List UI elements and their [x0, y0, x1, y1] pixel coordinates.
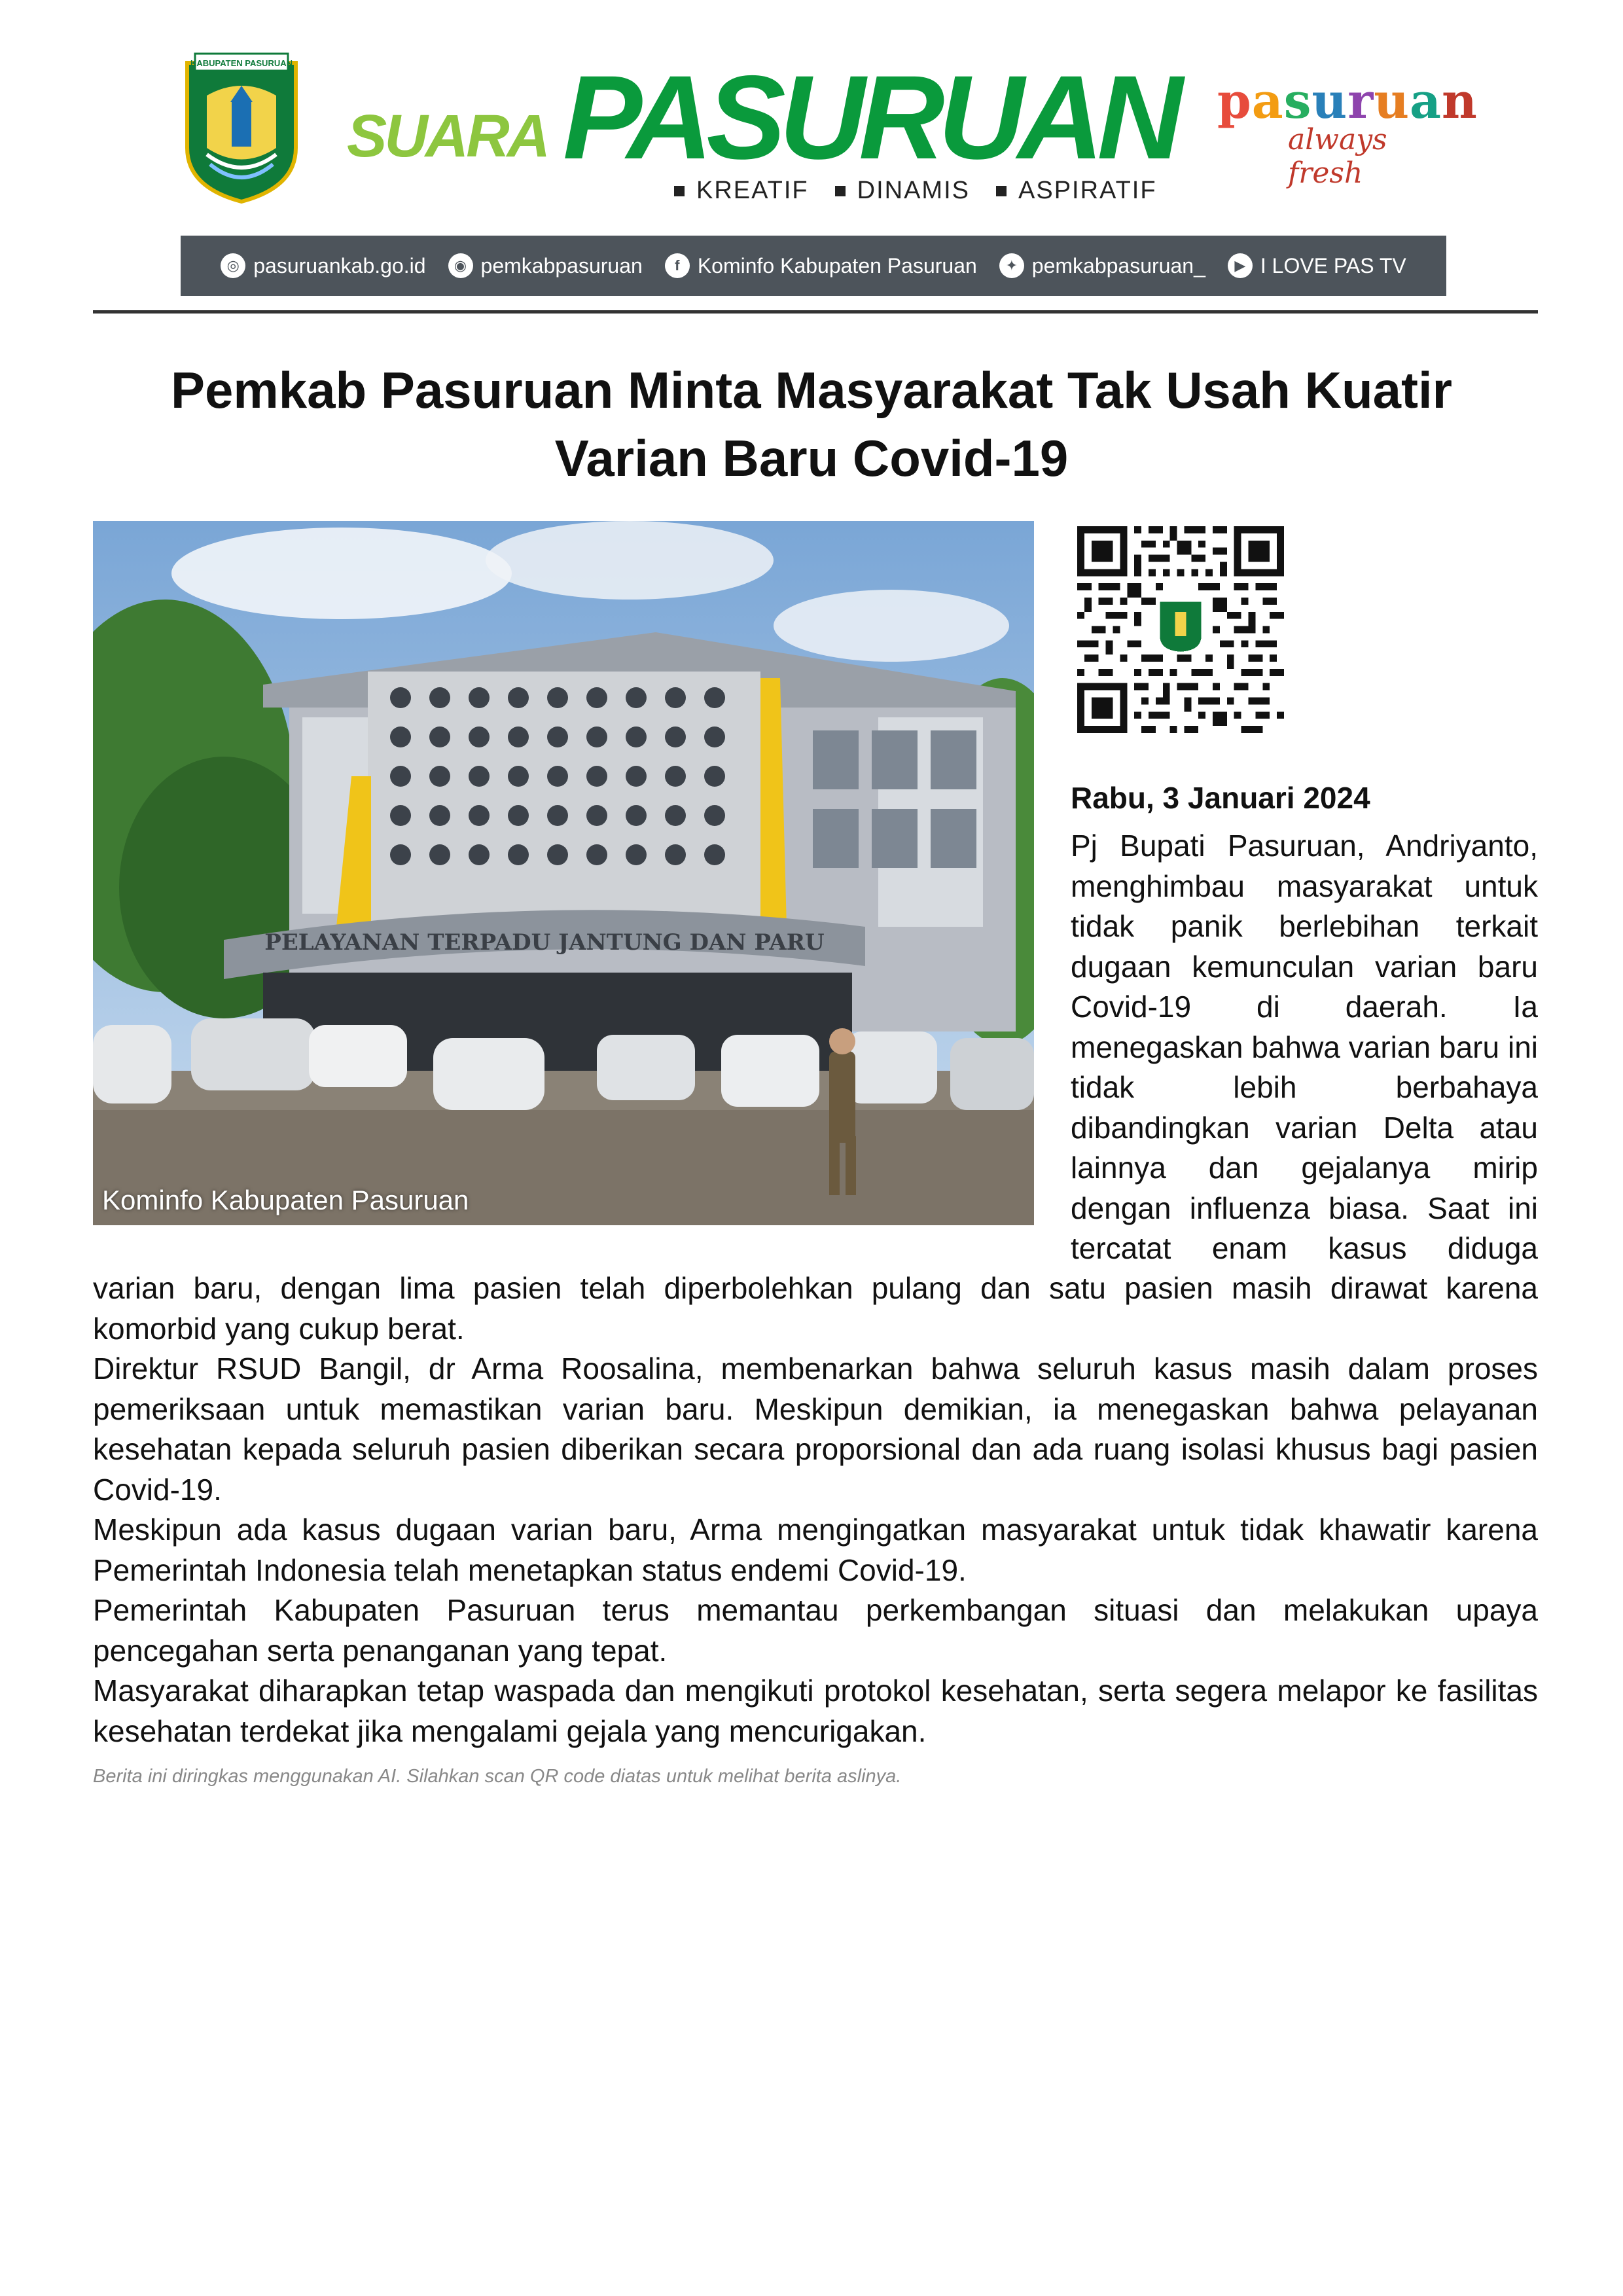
article-paragraph-intro: Pj Bupati Pasuruan, Andriyanto, menghimbau masyarakat untuk tidak panik berlebihan terkait dugaan kemunculan varian baru Covid-19 di daerah. Ia menegaskan bahwa varian baru ini tidak lebih berbahaya dibandingkan varian Delta atau lainnya dan gejalanya mirip dengan influenza biasa. Saat ini tercatat enam kasus diduga: [1071, 829, 1538, 1265]
crest-label: KABUPATEN PASURUAN: [190, 58, 293, 68]
building-sign-text: PELAYANAN TERPADU JANTUNG DAN PARU: [264, 929, 825, 956]
social-label: pasuruankab.go.id: [253, 253, 426, 278]
social-link-twitter[interactable]: [999, 253, 1205, 278]
qr-code[interactable]: [1077, 526, 1284, 733]
bullet-square-icon: [996, 186, 1007, 196]
article-paragraph: Masyarakat diharapkan tetap waspada dan mengikuti protokol kesehatan, serta segera melapor ke fasilitas kesehatan terdekat jika mengalami gejala yang mencurigakan.: [93, 1674, 1538, 1748]
tagline: [674, 177, 1157, 205]
globe-icon: ◎: [221, 253, 245, 278]
social-label: pemkabpasuruan_: [1031, 253, 1205, 278]
article-body: [93, 1268, 1538, 1751]
tagline-item: KREATIF: [696, 177, 809, 204]
social-label: Kominfo Kabupaten Pasuruan: [697, 253, 977, 278]
pasuruan-always-fresh-logo: [1217, 73, 1478, 190]
social-link-youtube[interactable]: [1228, 253, 1406, 278]
bullet-square-icon: [835, 186, 846, 196]
article-photo: [93, 521, 1034, 1225]
bullet-square-icon: [674, 186, 685, 196]
brand-prefix: SUARA: [347, 103, 548, 170]
tagline-item: ASPIRATIF: [1018, 177, 1157, 204]
instagram-icon: ◉: [448, 253, 473, 278]
facebook-icon: f: [665, 253, 690, 278]
tourism-word: pasuruan: [1217, 73, 1478, 130]
article-paragraph: Pemerintah Kabupaten Pasuruan terus memantau perkembangan situasi dan melakukan upaya pencegahan serta penanganan yang tepat.: [93, 1593, 1538, 1668]
suara-pasuruan-logo: [347, 48, 1177, 184]
ai-summary-footnote: Berita ini diringkas menggunakan AI. Silahkan scan QR code diatas untuk melihat berita aslinya.: [93, 1766, 902, 1787]
article-paragraph: varian baru, dengan lima pasien telah diperbolehkan pulang dan satu pasien masih dirawat karena komorbid yang cukup berat.: [93, 1271, 1538, 1346]
social-link-facebook[interactable]: [665, 253, 977, 278]
social-link-website[interactable]: [221, 253, 425, 278]
article-paragraph: Direktur RSUD Bangil, dr Arma Roosalina, membenarkan bahwa seluruh kasus masih dalam proses pemeriksaan untuk memastikan varian baru. Meskipun demikian, ia menegaskan bahwa pelayanan kesehatan kepada seluruh pasien diberikan secara proporsional dan ada ruang isolasi khusus bagi pasien Covid-19.: [93, 1352, 1538, 1507]
article-title: Pemkab Pasuruan Minta Masyarakat Tak Usah Kuatir Varian Baru Covid-19: [171, 361, 1452, 487]
article-date: Rabu, 3 Januari 2024: [1071, 781, 1370, 815]
social-link-instagram[interactable]: [448, 253, 643, 278]
tagline-item: DINAMIS: [857, 177, 970, 204]
social-media-bar: [181, 236, 1446, 296]
social-label: I LOVE PAS TV: [1260, 253, 1406, 278]
twitter-icon: ✦: [999, 253, 1024, 278]
photo-caption: Kominfo Kabupaten Pasuruan: [102, 1185, 469, 1215]
youtube-icon: ▶: [1228, 253, 1253, 278]
regency-crest-logo: [181, 50, 302, 204]
tourism-subtitle: always fresh: [1288, 123, 1387, 190]
brand-name: PASURUAN: [563, 50, 1177, 184]
social-label: pemkabpasuruan: [480, 253, 643, 278]
article-paragraph: Meskipun ada kasus dugaan varian baru, Arma mengingatkan masyarakat untuk tidak khawatir karena Pemerintah Indonesia telah menetapkan status endemi Covid-19.: [93, 1513, 1538, 1587]
header-divider: [93, 310, 1538, 314]
